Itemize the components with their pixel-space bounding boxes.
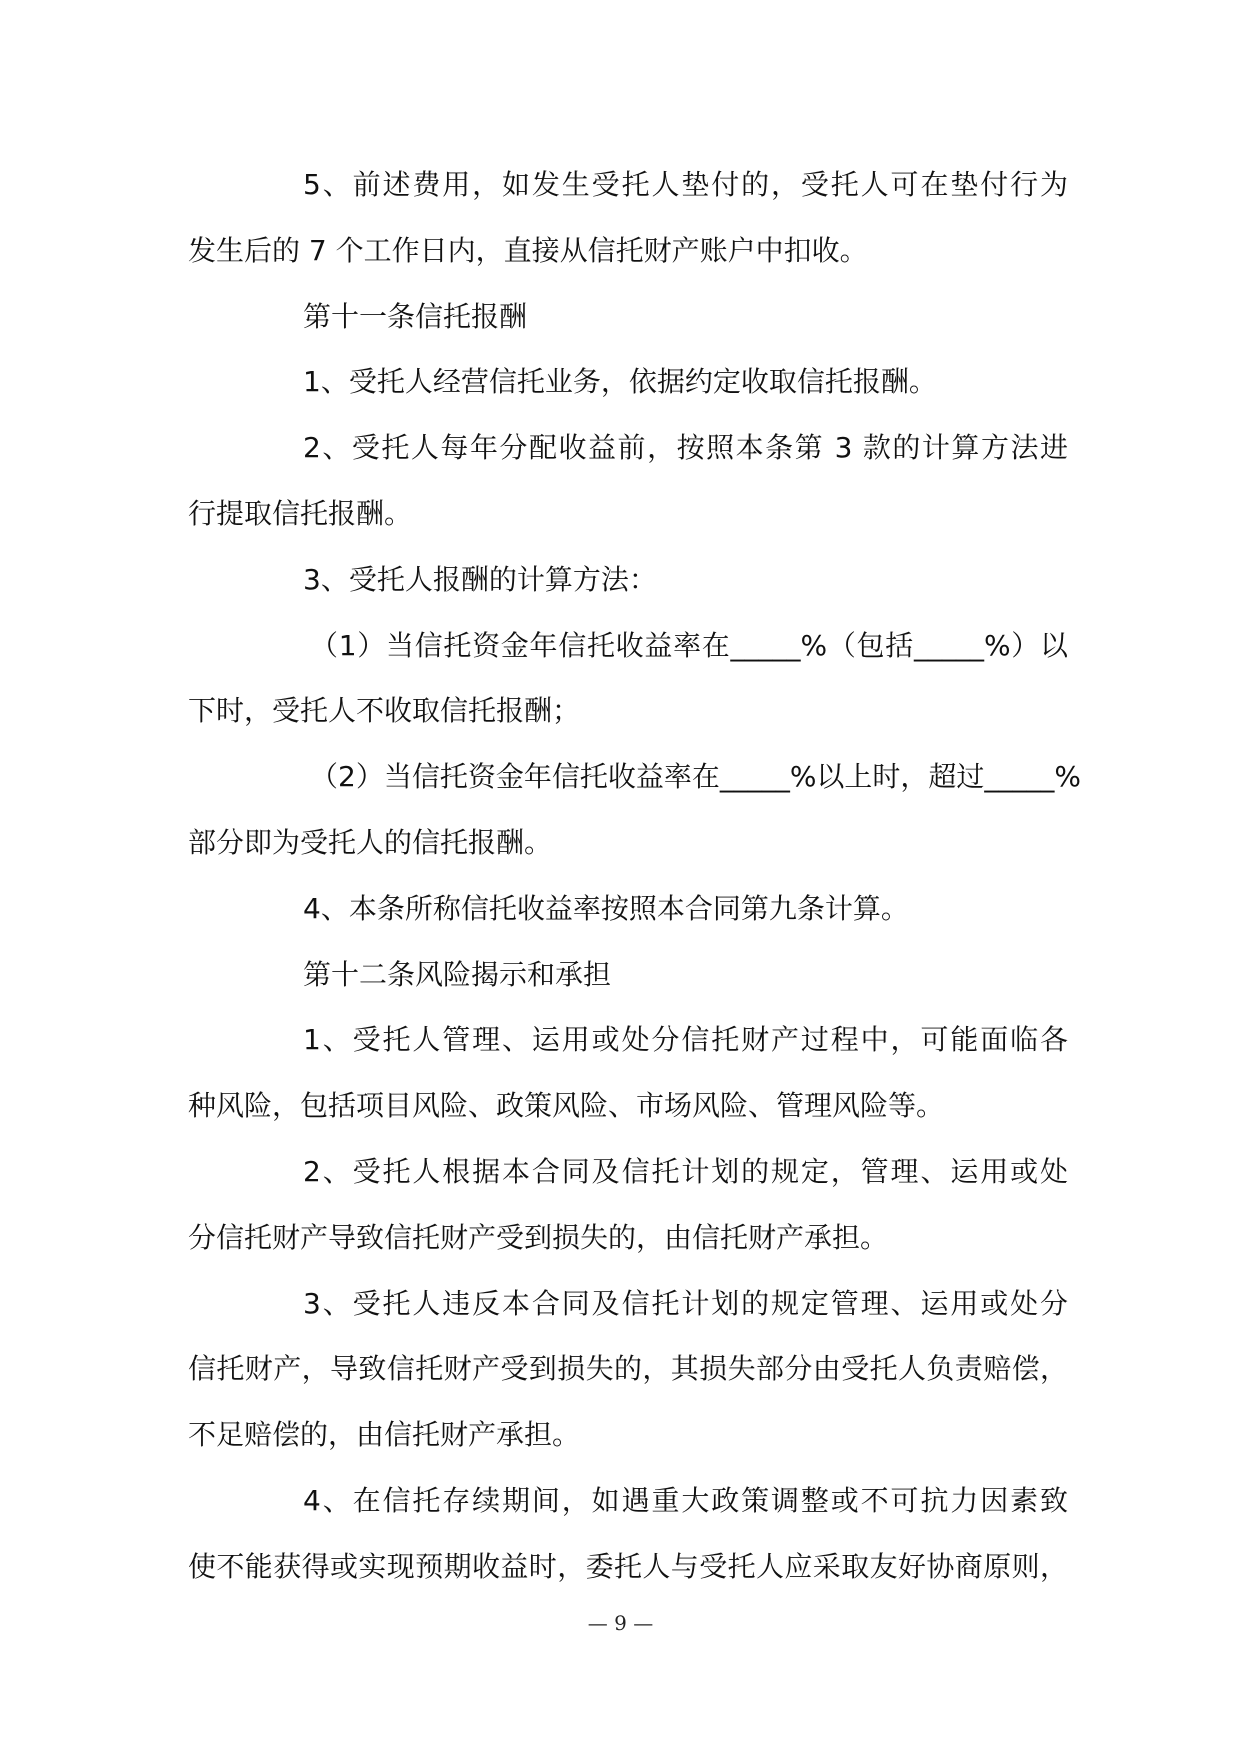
paragraph-line: 1、受托人管理、运用或处分信托财产过程中，可能面临各 bbox=[303, 1023, 1068, 1057]
paragraph-line: （2）当信托资金年信托收益率在_____%以上时，超过_____% bbox=[310, 760, 1082, 794]
paragraph-line: （1）当信托资金年信托收益率在_____%（包括_____%）以 bbox=[310, 628, 1068, 662]
paragraph-line: 4、本条所称信托收益率按照本合同第九条计算。 bbox=[303, 891, 909, 925]
paragraph-line: 4、在信托存续期间，如遇重大政策调整或不可抗力因素致 bbox=[303, 1483, 1068, 1517]
paragraph-line: 发生后的 7 个工作日内，直接从信托财产账户中扣收。 bbox=[188, 233, 868, 267]
paragraph-line: 行提取信托报酬。 bbox=[188, 496, 413, 530]
paragraph-line: 不足赔偿的，由信托财产承担。 bbox=[188, 1418, 581, 1452]
paragraph-line: 2、受托人每年分配收益前，按照本条第 3 款的计算方法进 bbox=[303, 431, 1068, 465]
paragraph-line: 2、受托人根据本合同及信托计划的规定，管理、运用或处 bbox=[303, 1154, 1068, 1188]
paragraph-line: 信托财产，导致信托财产受到损失的，其损失部分由受托人负责赔偿， bbox=[188, 1352, 1068, 1386]
document-body bbox=[188, 152, 1082, 1600]
paragraph-line: 3、受托人报酬的计算方法： bbox=[303, 562, 657, 596]
paragraph-line: 5、前述费用，如发生受托人垫付的，受托人可在垫付行为 bbox=[303, 168, 1068, 201]
paragraph-line: 使不能获得或实现预期收益时，委托人与受托人应采取友好协商原则， bbox=[188, 1549, 1068, 1583]
paragraph-line: 3、受托人违反本合同及信托计划的规定管理、运用或处分 bbox=[303, 1286, 1068, 1320]
section-heading: 第十一条信托报酬 bbox=[303, 299, 528, 333]
section-heading: 第十二条风险揭示和承担 bbox=[303, 957, 612, 991]
paragraph-line: 种风险，包括项目风险、政策风险、市场风险、管理风险等。 bbox=[188, 1089, 945, 1123]
paragraph-line: 部分即为受托人的信托报酬。 bbox=[188, 825, 553, 859]
paragraph-line: 分信托财产导致信托财产受到损失的，由信托财产承担。 bbox=[188, 1220, 889, 1254]
paragraph-line: 下时，受托人不收取信托报酬； bbox=[188, 694, 581, 728]
page-number: — 9 — bbox=[587, 1611, 654, 1635]
paragraph-line: 1、受托人经营信托业务，依据约定收取信托报酬。 bbox=[303, 365, 937, 399]
